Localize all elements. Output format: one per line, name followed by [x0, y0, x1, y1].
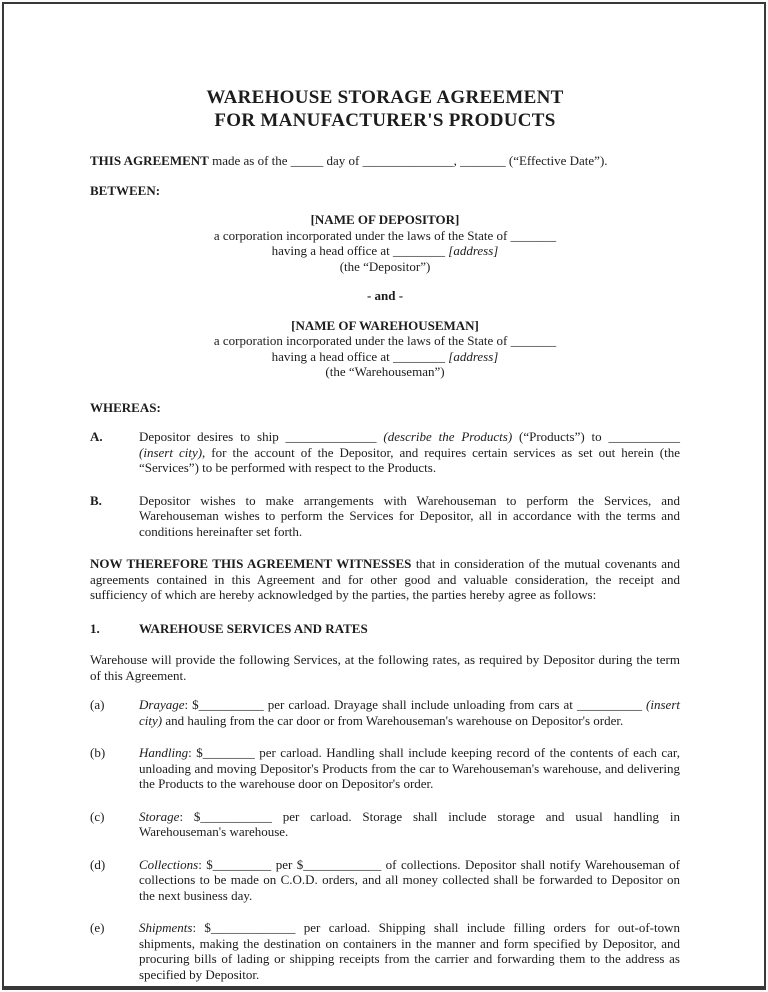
section-1-number: 1. — [90, 620, 100, 636]
between-label: BETWEEN: — [90, 182, 161, 198]
recital-b-body: Depositor wishes to make arrangements with Warehouseman to perform the Services, and Warehouseman wishes to perform the Services for Depositor, all in accordance with the terms and conditions hereinafter set forth. — [139, 492, 680, 539]
now-therefore-clause: NOW THEREFORE THIS AGREEMENT WITNESSES that in consideration of the mutual covenants and agreements contained in this Agreement and for other good and valuable consideration, the receipt and sufficiency of which are hereby acknowledged by the parties, the parties hereby agree as follows: — [90, 556, 680, 602]
intro-clause: THIS AGREEMENT made as of the _____ day of ______________, _______ (“Effective Date”). — [90, 153, 608, 168]
service-item-shipments-label: (e) — [90, 920, 105, 935]
document-title-line-1: WAREHOUSE STORAGE AGREEMENT — [206, 87, 564, 108]
recital-a-body: Depositor desires to ship ______________ (describe the Products) (“Products”) to ___________ (insert city), for the account of the Depositor, and requires certain services as set out herein (the “Services”) to be performed with respect to the Products. — [139, 429, 681, 475]
depositor-incorporation-line: a corporation incorporated under the laws of the State of _______ — [213, 227, 557, 243]
service-item-handling-label: (b) — [90, 745, 106, 760]
depositor-name: [NAME OF DEPOSITOR] — [310, 212, 460, 227]
document-title-line-2: FOR MANUFACTURER'S PRODUCTS — [214, 110, 556, 131]
service-item-handling-body: Handling: $________ per carload. Handling shall include keeping record of the contents of each car, unloading and moving Depositor's Products from the car to Warehouseman's warehouse, and delivering the Products to the warehouse door on Depositor's order. — [139, 745, 680, 791]
recital-b-label: B. — [90, 492, 102, 508]
warehouseman-office-line: having a head office at ________ [address] — [271, 348, 499, 364]
document-title — [90, 86, 680, 132]
service-item-handling — [90, 745, 680, 792]
service-item-drayage-body: Drayage: $__________ per carload. Drayage shall include unloading from cars at __________ (insert city) and hauling from the car door or from Warehouseman's warehouse on Depositor's order. — [139, 697, 680, 728]
service-item-drayage — [90, 697, 680, 728]
depositor-defined-term: (the “Depositor”) — [339, 258, 431, 274]
section-1-heading — [90, 621, 680, 637]
depositor-block — [90, 212, 680, 274]
recital-b — [90, 493, 680, 540]
service-item-collections-body: Collections: $_________ per $____________ of collections. Depositor shall notify Warehouseman of collections to be made on C.O.D. orders, and all money collected shall be forwarded to Depositor on the next business day. — [139, 856, 680, 903]
service-item-collections — [90, 857, 680, 904]
whereas-heading: WHEREAS: — [90, 399, 161, 415]
warehouseman-defined-term: (the “Warehouseman”) — [325, 364, 445, 379]
service-item-shipments-body: Shipments: $_____________ per carload. Shipping shall include filling orders for out-of-town shipments, making the destination on containers in the manner and form specified by Depositor, and procuring bills of lading or shipping receipts from the carrier and forwarding them to the address as specified by Depositor. — [139, 920, 680, 982]
section-1-title: WAREHOUSE SERVICES AND RATES — [139, 620, 368, 636]
warehouseman-incorporation-line: a corporation incorporated under the laws of the State of _______ — [213, 333, 557, 348]
service-item-collections-label: (d) — [90, 856, 106, 872]
warehouseman-name: [NAME OF WAREHOUSEMAN] — [291, 317, 479, 333]
service-item-drayage-label: (a) — [90, 697, 105, 712]
document-page — [2, 2, 766, 990]
and-separator: - and - — [366, 288, 404, 303]
section-1-lead: Warehouse will provide the following Services, at the following rates, as required by Depositor during the term of this Agreement. — [90, 652, 680, 683]
service-item-storage — [90, 809, 680, 840]
recital-a — [90, 429, 680, 476]
depositor-office-line: having a head office at ________ [address] — [271, 243, 499, 258]
service-item-storage-body: Storage: $___________ per carload. Storage shall include storage and usual handling in Warehouseman's warehouse. — [139, 808, 680, 839]
service-item-shipments — [90, 920, 680, 982]
recital-a-label: A. — [90, 429, 103, 444]
warehouseman-block — [90, 318, 680, 380]
service-item-storage-label: (c) — [90, 808, 105, 824]
